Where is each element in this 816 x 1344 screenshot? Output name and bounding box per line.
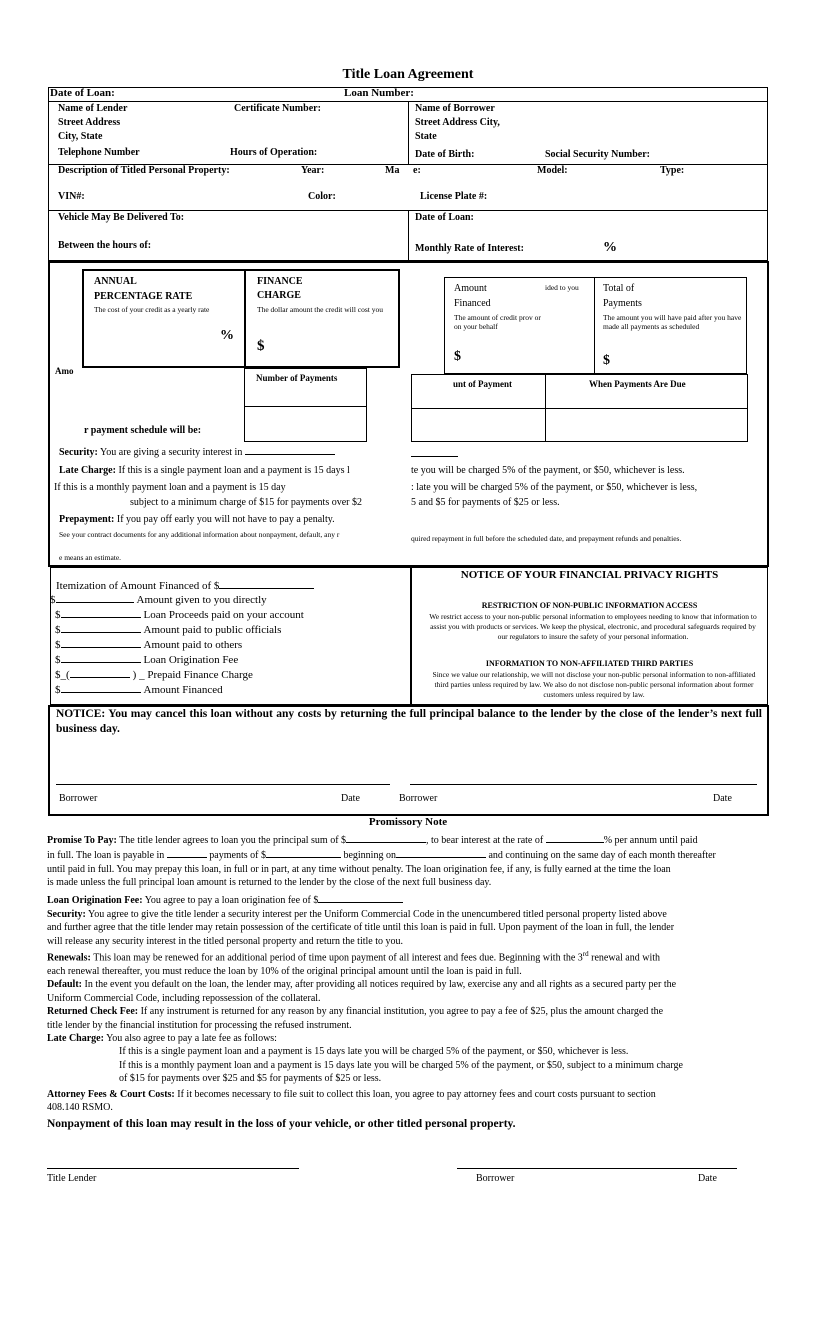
- apr-percent: %: [220, 328, 234, 343]
- late-charge-text-3a: subject to a minimum charge of $15 for payments over $2: [130, 497, 362, 508]
- itemization-prefix: $: [55, 609, 61, 621]
- monthly-rate-label: Monthly Rate of Interest:: [415, 243, 524, 254]
- title-lender-label: Title Lender: [47, 1173, 97, 1184]
- itemization-label: Amount given to you directly: [136, 594, 267, 606]
- notice-date-1: Date: [341, 793, 360, 804]
- borrower-name-label: Name of Borrower: [415, 103, 495, 114]
- itemization-blank: [61, 682, 141, 693]
- default-line-2: Uniform Commercial Code, including repossession of the collateral.: [47, 992, 321, 1004]
- amount-financed-fragment: ided to you: [545, 283, 579, 292]
- cancel-notice-text: NOTICE: You may cancel this loan without any costs by returning the full principal balance to the lender by the close of the lender’s next full business day.: [56, 708, 762, 735]
- itemization-label: Loan Origination Fee: [143, 654, 239, 666]
- privacy-sub-1: RESTRICTION OF NON-PUBLIC INFORMATION ACCESS: [481, 601, 698, 610]
- promise-text-6: beginning on: [343, 850, 396, 862]
- late-charge-text-1a: If this is a single payment loan and a payment is 15 days l: [118, 465, 350, 476]
- security-label: Security:: [59, 447, 98, 458]
- promissory-body: [47, 832, 767, 1132]
- lender-signature-line: [47, 1168, 299, 1169]
- itemization-prefix: $: [55, 639, 61, 651]
- amount-of-payment-header: unt of Payment: [453, 379, 512, 389]
- apr-title-1: ANNUAL: [94, 276, 137, 287]
- document-title: Title Loan Agreement: [342, 67, 474, 82]
- returned-check-text-1: If any instrument is returned for any reason by any financial institution, you agree to pay a fee of $25, plus the amount charged the: [140, 1006, 664, 1018]
- ssn-label: Social Security Number:: [545, 149, 650, 160]
- type-label: Type:: [660, 165, 685, 176]
- attorney-line-1: [47, 1088, 767, 1101]
- when-due-header: When Payments Are Due: [589, 379, 686, 389]
- itemization-row: [55, 637, 242, 651]
- itemization-row: [50, 592, 267, 606]
- dob-label: Date of Birth:: [415, 149, 475, 160]
- attorney-text-1: If it becomes necessary to file suit to collect this loan, you agree to pay attorney fees and court costs pursuant to section: [177, 1088, 656, 1100]
- security-note-line-2: and further agree that the title lender may retain possession of the certificate of title until this loan is paid in full. Upon payment of the loan in full, the lender: [47, 922, 675, 934]
- borrower-signature-label: Borrower: [476, 1173, 515, 1184]
- apr-description: The cost of your credit as a yearly rate: [94, 305, 210, 314]
- promissory-title: Promissory Note: [368, 816, 448, 828]
- promise-line-2: [47, 847, 767, 862]
- color-label: Color:: [308, 191, 336, 202]
- late-note-intro: [47, 1032, 767, 1045]
- hours-label: Hours of Operation:: [230, 147, 318, 158]
- itemization-label: Amount paid to others: [143, 639, 243, 651]
- itemization-prefix: $_(: [55, 669, 70, 681]
- delivered-to-label: Vehicle May Be Delivered To:: [58, 212, 185, 223]
- late-charge-text-2a: If this is a monthly payment loan and a payment is 15 day: [54, 482, 286, 493]
- make-label-b: e:: [413, 165, 421, 176]
- privacy-sub-2: INFORMATION TO NON-AFFILIATED THIRD PARTIES: [485, 659, 694, 668]
- lender-street-label: Street Address: [58, 117, 121, 128]
- loan-number-label: Loan Number:: [344, 87, 414, 99]
- security-line: [59, 444, 335, 458]
- between-hours-label: Between the hours of:: [58, 240, 152, 251]
- year-label: Year:: [301, 165, 325, 176]
- borrower-signature-line: [457, 1168, 737, 1169]
- renewals-sup: rd: [582, 950, 589, 959]
- late-charge-text-1b: te you will be charged 5% of the payment, or $50, whichever is less.: [411, 465, 685, 476]
- total-payments-title-2: Payments: [603, 298, 642, 309]
- late-note-label: Late Charge:: [47, 1033, 104, 1045]
- promise-text-4: in full. The loan is payable in: [47, 850, 165, 862]
- amount-financed-dollar: $: [454, 349, 461, 364]
- promise-text-2: , to bear interest at the rate of: [426, 835, 544, 846]
- security-text: You are giving a security interest in: [100, 447, 243, 458]
- attorney-label: Attorney Fees & Court Costs:: [47, 1088, 175, 1100]
- privacy-text-2: Since we value our relationship, we will not disclose your non-public personal information to non-affiliated third parties unless required by law. We also do not disclose non-public personal information about former customers unless required by law.: [432, 670, 756, 699]
- notice-borrower-2: Borrower: [399, 793, 438, 804]
- total-payments-description: The amount you will have paid after you have made all payments as scheduled: [603, 313, 742, 331]
- signature-line-2: [410, 784, 757, 785]
- promise-line-1: [47, 832, 767, 847]
- itemization-blank: [56, 592, 134, 603]
- itemization-blank: [70, 667, 130, 678]
- security-note-line-3: will release any security interest in the titled personal property and return the title to you.: [47, 935, 404, 947]
- finance-charge-title-1: FINANCE: [257, 276, 303, 287]
- privacy-text-1: We restrict access to your non-public personal information to employees needing to know that information to assist you with products or services. We keep the physical, electronic, and procedural safeguards required by our regulators to insure the safety of your personal information.: [429, 612, 757, 641]
- promise-text-7: and continuing on the same day of each month thereafter: [488, 850, 716, 862]
- default-label: Default:: [47, 979, 82, 991]
- late-note-line-1: If this is a single payment loan and a payment is 15 days late you will be charged 5% of the payment, or $50, whichever is less.: [119, 1046, 629, 1058]
- promise-line-4: is made unless the full principal loan amount is returned to the lender by the close of the next full business day.: [47, 877, 492, 889]
- itemization-row: [55, 622, 281, 636]
- late-charge-line-1: [59, 465, 350, 476]
- itemization-row: [55, 652, 238, 666]
- security-note-label: Security:: [47, 909, 86, 921]
- lender-name-label: Name of Lender: [58, 103, 128, 114]
- itemization-row: [55, 682, 223, 696]
- vin-label: VIN#:: [58, 191, 85, 202]
- certificate-number-label: Certificate Number:: [234, 103, 321, 114]
- amount-financed-title-1: Amount: [454, 283, 487, 294]
- default-text-1: In the event you default on the loan, the lender may, after providing all notices required by law, exercise any and all rights as a secured party per the: [84, 979, 677, 991]
- total-payments-dollar: $: [603, 353, 610, 368]
- lender-phone-label: Telephone Number: [58, 147, 140, 158]
- itemization-label: Loan Proceeds paid on your account: [143, 609, 304, 621]
- estimate-note: e means an estimate.: [59, 553, 122, 562]
- promise-text-1: The title lender agrees to loan you the principal sum of $: [119, 835, 347, 846]
- make-label-a: Ma: [385, 165, 400, 176]
- date-of-loan-2-label: Date of Loan:: [415, 212, 474, 223]
- renewals-label: Renewals:: [47, 952, 91, 964]
- renewals-text-1a: This loan may be renewed for an additional period of time upon payment of all interest and fees due. Beginning with the 3: [93, 952, 583, 964]
- security-note-line-1: [47, 908, 767, 921]
- returned-check-line-2: title lender by the financial institution for processing the refused instrument.: [47, 1019, 352, 1031]
- itemization-prefix: $: [55, 654, 61, 666]
- borrower-state-label: State: [415, 131, 437, 142]
- number-of-payments-header: Number of Payments: [256, 373, 338, 383]
- finance-charge-description: The dollar amount the credit will cost you: [257, 305, 384, 314]
- property-description-label: Description of Titled Personal Property:: [58, 165, 230, 176]
- attorney-line-2: 408.140 RSMO.: [47, 1102, 113, 1114]
- itemization-blank: [61, 637, 141, 648]
- model-label: Model:: [537, 165, 568, 176]
- contract-text-b: quired repayment in full before the scheduled date, and prepayment refunds and penalties.: [411, 534, 682, 543]
- origination-line: [47, 892, 767, 907]
- itemization-blank: [61, 622, 141, 633]
- renewals-line-2: each renewal thereafter, you must reduce the loan by 10% of the original principal amount until the loan is paid in full.: [47, 965, 522, 977]
- contract-text-a: See your contract documents for any additional information about nonpayment, default, any r: [59, 530, 340, 539]
- itemization-prefix: $: [55, 624, 61, 636]
- late-charge-label: Late Charge:: [59, 465, 116, 476]
- notice-date-2: Date: [713, 793, 732, 804]
- nonpayment-warning: Nonpayment of this loan may result in the loss of your vehicle, or other titled personal property.: [47, 1118, 516, 1131]
- returned-check-label: Returned Check Fee:: [47, 1006, 139, 1018]
- renewals-line-1: [47, 948, 767, 965]
- privacy-title: NOTICE OF YOUR FINANCIAL PRIVACY RIGHTS: [460, 569, 719, 581]
- itemization-row: [55, 607, 304, 621]
- lender-city-label: City, State: [58, 131, 103, 142]
- date-of-loan-label: Date of Loan:: [50, 87, 115, 99]
- promise-label: Promise To Pay:: [47, 835, 117, 846]
- late-note-line-2: If this is a monthly payment loan and a payment is 15 days late you will be charged 5% of the payment, or $50, subject to a minimum charge: [119, 1059, 683, 1071]
- promise-line-3: until paid in full. You may prepay this loan, in full or in part, at any time without penalty. The loan origination fee, if any, is fully earned at the time the loan: [47, 863, 671, 875]
- itemization-prefix: $: [50, 594, 56, 606]
- signature-line-1: [56, 784, 390, 785]
- license-plate-label: License Plate #:: [420, 191, 488, 202]
- promise-text-5: payments of $: [209, 850, 266, 862]
- itemization-label: ) _ Prepaid Finance Charge: [132, 669, 253, 681]
- prepayment-label: Prepayment:: [59, 514, 115, 525]
- late-note-intro-text: You also agree to pay a late fee as follows:: [106, 1033, 277, 1045]
- borrower-street-label: Street Address City,: [415, 117, 500, 128]
- late-charge-text-3b: 5 and $5 for payments of $25 or less.: [411, 497, 560, 508]
- finance-charge-dollar: $: [257, 338, 265, 354]
- renewals-text-1b: renewal and with: [588, 952, 661, 964]
- itemization-row: [55, 667, 253, 681]
- amount-financed-description: The amount of credit prov or on your behalf: [454, 313, 541, 331]
- finance-charge-title-2: CHARGE: [257, 290, 301, 301]
- default-line-1: [47, 978, 767, 991]
- amo-fragment: Amo: [55, 366, 74, 376]
- itemization-prefix: $: [55, 684, 61, 696]
- origination-text: You agree to pay a loan origination fee of $: [144, 894, 319, 906]
- security-note-text-1: You agree to give the title lender a security interest per the Uniform Commercial Code in the unencumbered titled personal property listed above: [88, 909, 667, 921]
- notice-borrower-1: Borrower: [59, 793, 98, 804]
- apr-title-2: PERCENTAGE RATE: [94, 291, 193, 302]
- promise-text-3: % per annum until paid: [603, 835, 698, 846]
- total-payments-title-1: Total of: [603, 283, 635, 294]
- itemization-blank: [61, 652, 141, 663]
- itemization-blank: [61, 607, 141, 618]
- returned-check-line-1: [47, 1005, 767, 1018]
- itemization-label: Amount Financed: [143, 684, 223, 696]
- itemization-title: Itemization of Amount Financed of $: [56, 580, 220, 592]
- date-signature-label: Date: [698, 1173, 717, 1184]
- payment-schedule-label: r payment schedule will be:: [84, 425, 202, 436]
- origination-label: Loan Origination Fee:: [47, 894, 143, 906]
- prepayment-text: If you pay off early you will not have to pay a penalty.: [116, 514, 335, 525]
- monthly-rate-percent: %: [603, 240, 617, 255]
- prepayment-line: [59, 514, 335, 525]
- itemization-label: Amount paid to public officials: [143, 624, 282, 636]
- late-charge-text-2b: : late you will be charged 5% of the payment, or $50, whichever is less,: [411, 482, 698, 493]
- late-note-line-3: of $15 for payments over $25 and $5 for payments of $25 or less.: [119, 1073, 382, 1085]
- amount-financed-title-2: Financed: [454, 298, 491, 309]
